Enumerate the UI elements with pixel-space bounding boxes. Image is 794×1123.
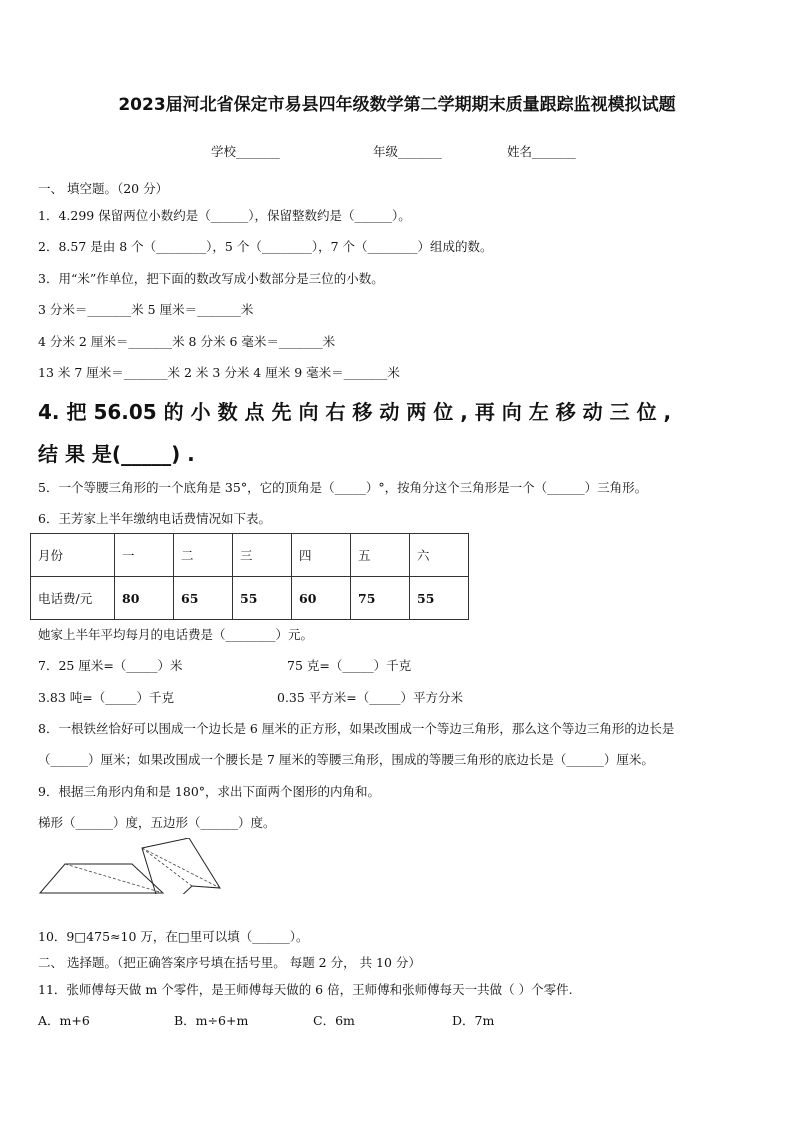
question-4-line-2: 结 果 是(_____) .: [38, 442, 195, 466]
page-title: 2023届河北省保定市易县四年级数学第二学期期末质量跟踪监视模拟试题: [118, 95, 676, 115]
question-11-option-d: D．7m: [452, 1013, 495, 1028]
question-7-b: 75 克=（_____）千克: [287, 658, 412, 673]
pentagon-figure: [142, 838, 220, 894]
question-7-d: 0.35 平方米=（_____）平方分米: [277, 690, 464, 705]
table-cell: 55: [233, 577, 292, 620]
question-11: 11．张师傅每天做 m 个零件，是王师傅每天做的 6 倍，王师傅和张师傅每天一共做（ ）个零件.: [38, 982, 573, 997]
shape-figures: [34, 838, 234, 894]
school-field: 学校_______: [211, 144, 280, 159]
question-7-a: 7．25 厘米=（_____）米: [38, 658, 183, 673]
table-header-cell: 二: [174, 534, 233, 577]
table-header-cell: 六: [410, 534, 469, 577]
table-row-label: 电话费/元: [31, 577, 115, 620]
table-cell: 75: [351, 577, 410, 620]
table-cell: 60: [292, 577, 351, 620]
table-header-cell: 五: [351, 534, 410, 577]
table-header-cell: 月份: [31, 534, 115, 577]
question-6-answer: 她家上半年平均每月的电话费是（________）元。: [38, 627, 314, 642]
trapezoid-figure: [40, 864, 163, 893]
question-8-line-2: （______）厘米；如果改围成一个腰长是 7 厘米的等腰三角形，围成的等腰三角形的底边长是（______）厘米。: [38, 752, 654, 767]
question-11-option-a: A．m+6: [38, 1013, 90, 1028]
question-6: 6．王芳家上半年缴纳电话费情况如下表。: [38, 511, 271, 526]
question-3-line-1: 3 分米＝_______米 5 厘米＝_______米: [38, 302, 254, 317]
question-4-line-1: 4. 把 56.05 的 小 数 点 先 向 右 移 动 两 位 , 再 向 左 移 动 三 位 ,: [38, 400, 672, 424]
grade-field: 年级_______: [373, 144, 442, 159]
table-header-cell: 三: [233, 534, 292, 577]
question-7-c: 3.83 吨=（_____）千克: [38, 690, 175, 705]
question-8-line-1: 8．一根铁丝恰好可以围成一个边长是 6 厘米的正方形，如果改围成一个等边三角形，那么这个等边三角形的边长是: [38, 721, 675, 736]
question-11-option-c: C．6m: [313, 1013, 355, 1028]
phone-fee-table: [30, 533, 469, 620]
question-5: 5．一个等腰三角形的一个底角是 35°，它的顶角是（_____）°，按角分这个三角形是一个（______）三角形。: [38, 480, 648, 495]
section-1-heading: 一、 填空题。（20 分）: [38, 181, 169, 196]
question-3-line-2: 4 分米 2 厘米＝_______米 8 分米 6 毫米＝_______米: [38, 334, 336, 349]
question-3-line-3: 13 米 7 厘米＝_______米 2 米 3 分米 4 厘米 9 毫米＝_______米: [38, 365, 400, 380]
table-header-cell: 四: [292, 534, 351, 577]
table-header-cell: 一: [115, 534, 174, 577]
table-cell: 65: [174, 577, 233, 620]
section-2-heading: 二、 选择题。（把正确答案序号填在括号里。 每题 2 分， 共 10 分）: [38, 955, 421, 970]
question-9: 9．根据三角形内角和是 180°，求出下面两个图形的内角和。: [38, 784, 381, 799]
question-3: 3．用“米”作单位，把下面的数改写成小数部分是三位的小数。: [38, 271, 384, 286]
table-cell: 80: [115, 577, 174, 620]
name-field: 姓名_______: [507, 144, 576, 159]
question-1: 1．4.299 保留两位小数约是（______），保留整数约是（______）。: [38, 208, 411, 223]
question-9-answer: 梯形（______）度，五边形（______）度。: [38, 815, 276, 830]
table-cell: 55: [410, 577, 469, 620]
table-row: [31, 577, 469, 620]
table-header-row: [31, 534, 469, 577]
question-2: 2．8.57 是由 8 个（________），5 个（________），7 个（________）组成的数。: [38, 239, 493, 254]
question-11-option-b: B．m÷6+m: [174, 1013, 249, 1028]
question-10: 10．9□475≈10 万，在□里可以填（______）。: [38, 929, 309, 944]
